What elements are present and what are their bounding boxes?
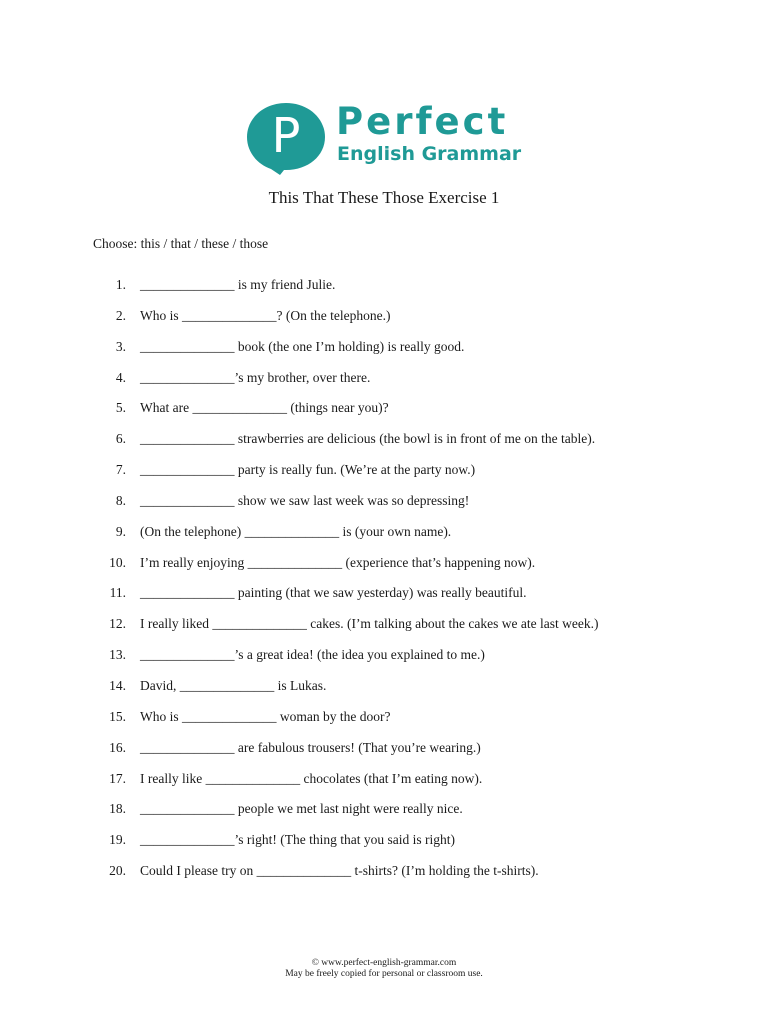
question-number: 19. [109,832,126,848]
question-number: 8. [115,492,126,508]
question-number: 16. [109,739,126,755]
question-text: ______________’s my brother, over there. [140,369,371,385]
question-number: 20. [109,863,126,879]
question-number: 11. [109,585,126,601]
question-text: ______________ strawberries are delicious (the bowl is in front of me on the table). [140,431,596,447]
question-text: ______________ book (the one I’m holding) is really good. [140,338,465,354]
question-text: David, ______________ is Lukas. [140,677,327,693]
question-text: Who is ______________? (On the telephone.) [140,307,391,323]
question-text: ______________ party is really fun. (We’re at the party now.) [140,462,476,478]
question-text: ______________ is my friend Julie. [140,277,336,292]
question-number: 1. [115,277,126,292]
question-number: 5. [115,400,126,416]
question-text: ______________ show we saw last week was so depressing! [140,492,470,508]
question-text: ______________ are fabulous trousers! (That you’re wearing.) [140,739,481,755]
page-title: This That These Those Exercise 1 [268,188,500,207]
question-number: 15. [109,708,126,724]
page-footer [0,958,768,980]
logo-word-perfect: Perfect [336,100,509,143]
question-text: I really liked ______________ cakes. (I’m talking about the cakes we ate last week.) [140,616,599,632]
question-number: 4. [115,369,126,385]
speech-bubble-logo-icon [244,100,328,176]
question-text: I’m really enjoying ______________ (experience that’s happening now). [140,554,536,570]
question-text: Who is ______________ woman by the door? [140,708,391,724]
question-text: ______________’s a great idea! (the idea you explained to me.) [140,647,485,663]
question-text: ______________ people we met last night were really nice. [140,801,463,817]
footer-usage-note: May be freely copied for personal or classroom use. [285,969,483,979]
question-number: 2. [115,307,126,323]
question-number: 9. [115,523,126,539]
logo-letter: P [271,108,301,164]
question-number: 7. [115,462,126,478]
question-number: 3. [115,338,126,354]
question-text: I really like ______________ chocolates (that I’m eating now). [140,770,483,786]
question-number: 12. [109,616,126,632]
question-text: ______________’s right! (The thing that you said is right) [140,832,455,848]
question-number: 17. [109,770,126,786]
brand-logo [244,100,534,176]
question-text: (On the telephone) ______________ is (your own name). [140,523,452,539]
question-text: ______________ painting (that we saw yesterday) was really beautiful. [140,585,527,601]
instruction-text: Choose: this / that / these / those [93,236,269,251]
question-number: 13. [109,647,126,663]
question-text: What are ______________ (things near you)? [140,400,389,416]
question-number: 6. [115,431,126,447]
question-number: 18. [109,801,126,817]
question-number: 14. [109,677,126,693]
footer-copyright: © www.perfect-english-grammar.com [311,958,457,968]
question-number: 10. [109,554,126,570]
question-text: Could I please try on ______________ t-shirts? (I’m holding the t-shirts). [140,863,539,879]
logo-word-english-grammar: English Grammar [337,143,522,165]
